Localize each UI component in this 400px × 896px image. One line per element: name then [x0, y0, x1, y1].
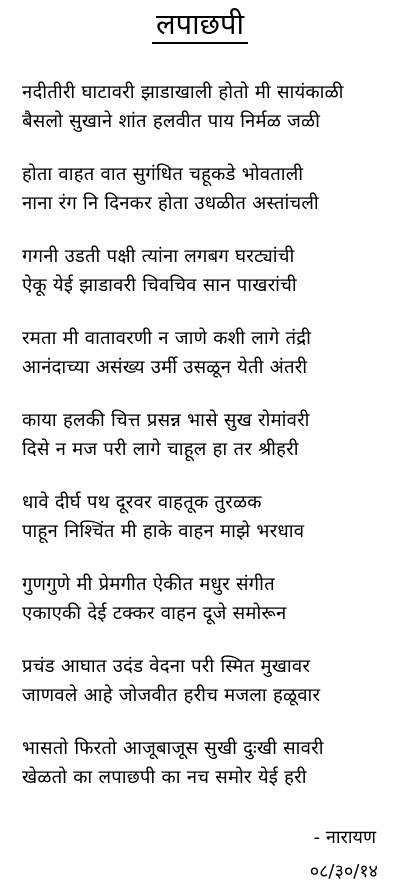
stanza-1 — [22, 78, 392, 160]
poem-line: प्रचंड आघात उदंड वेदना परी स्मित मुखावर — [22, 656, 311, 677]
poem-line: बैसलो सुखाने शांत हलवीत पाय निर्मळ जळी — [22, 111, 321, 132]
stanza-3 — [22, 242, 392, 324]
stanza-8 — [22, 652, 392, 734]
poem-line: भासतो फिरतो आजूबाजूस सुखी दुःखी सावरी — [22, 738, 324, 759]
poem-line: एकाएकी देई टक्कर वाहन दूजे समोरून — [22, 603, 287, 624]
poem-line: काया हलकी चित्त प्रसन्न भासे सुख रोमांवरी — [22, 410, 310, 431]
stanza-9 — [22, 734, 392, 816]
poem-line: ऐकू येई झाडावरी चिवचिव सान पाखरांची — [22, 275, 297, 296]
poem-line: धावे दीर्घ पथ दूरवर वाहतूक तुरळक — [22, 492, 262, 513]
date: ०८/३०/१४ — [309, 861, 378, 882]
poem-line: नदीतीरी घाटावरी झाडाखाली होतो मी सायंकाळी — [22, 82, 344, 103]
poem-line: जाणवले आहे जोजवीत हरीच मजला हळूवार — [22, 685, 321, 706]
stanza-5 — [22, 406, 392, 488]
poem-line: गगनी उडती पक्षी त्यांना लगबग घरट्यांची — [22, 246, 295, 267]
poem-line: पाहून निश्चिंत मी हाके वाहन माझे भरधाव — [22, 521, 305, 542]
stanza-6 — [22, 488, 392, 570]
stanza-4 — [22, 324, 392, 406]
poem-line: गुणगुणे मी प्रेमगीत ऐकीत मधुर संगीत — [22, 574, 275, 595]
poem-line: दिसे न मज परी लागे चाहूल हा तर श्रीहरी — [22, 439, 299, 460]
poem-title: लपाछपी — [156, 7, 244, 41]
stanza-2 — [22, 160, 392, 242]
poem-body — [22, 78, 392, 816]
poem-line: होता वाहत वात सुगंधित चहूकडे भोवताली — [22, 164, 304, 185]
poem-line: रमता मी वातावरणी न जाणे कशी लागे तंद्री — [22, 328, 312, 349]
poem-line: खेळतो का लपाछपी का नच समोर येई हरी — [22, 767, 307, 788]
title-underline — [152, 42, 248, 44]
poem-line: आनंदाच्या असंख्य उर्मी उसळून येती अंतरी — [22, 357, 308, 378]
author-signature: - नारायण — [313, 827, 376, 848]
poem-line: नाना रंग नि दिनकर होता उधळीत अस्तांचली — [22, 193, 319, 214]
stanza-7 — [22, 570, 392, 652]
